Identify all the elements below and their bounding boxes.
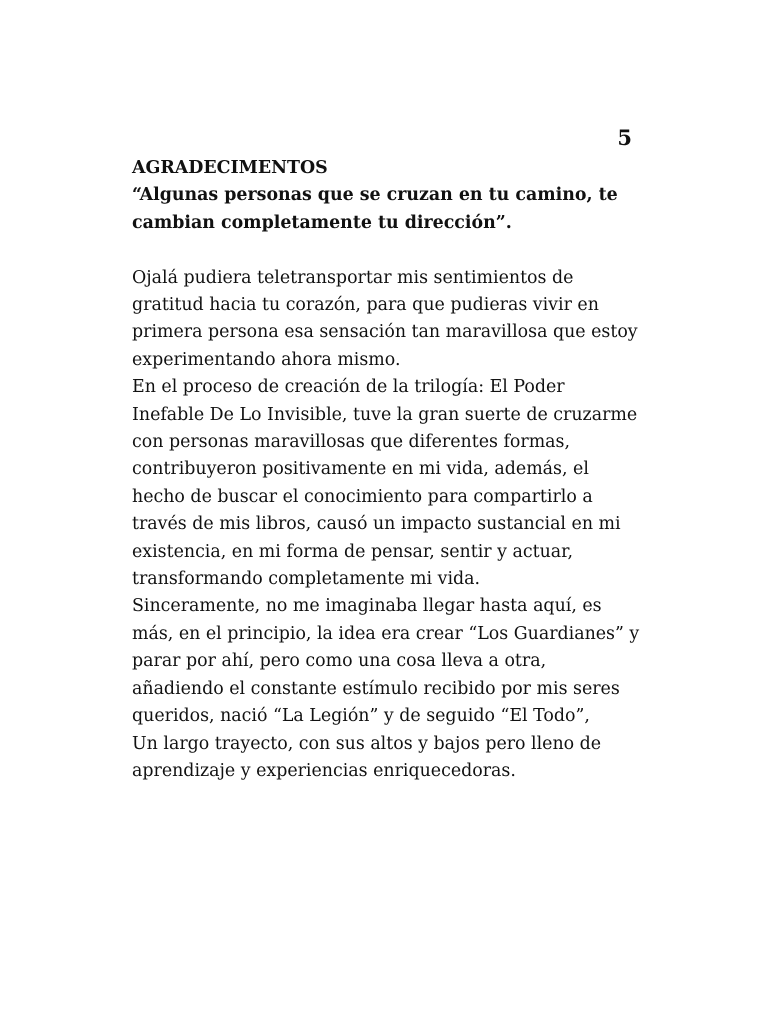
epigraph-quote: “Algunas personas que se cruzan en tu camino, te cambian completamente tu dirección”. (132, 185, 618, 233)
paragraph-3: Sinceramente, no me imaginaba llegar hasta aquí, es más, en el principio, la idea era crear “Los Guardianes” y parar por ahí, pero como una cosa lleva a otra, añadiendo el constante estímulo recibido por mis seres queridos, nació “La Legión” y de seguido “El Todo”, (132, 596, 640, 727)
section-heading: AGRADECIMENTOS (132, 158, 328, 178)
page-number: 5 (617, 125, 632, 150)
blank-line (132, 237, 642, 264)
paragraph-4: Un largo trayecto, con sus altos y bajos pero lleno de aprendizaje y experiencias enriquecedoras. (132, 733, 602, 781)
paragraph-2: En el proceso de creación de la trilogía: El Poder Inefable De Lo Invisible, tuve la gran suerte de cruzarme con personas maravillosas que diferentes formas, contribuyeron positivamente en mi vida, además, el hecho de buscar el conocimiento para compartirlo a través de mis libros, causó un impacto sustancial en mi existencia, en mi forma de pensar, sentir y actuar, transformando completamente mi vida. (132, 377, 638, 590)
paragraph-1: Ojalá pudiera teletransportar mis sentimientos de gratitud hacia tu corazón, para que pudieras vivir en primera persona esa sensación tan maravillosa que estoy experimentando ahora mismo. (132, 267, 638, 370)
page-content (132, 155, 642, 785)
